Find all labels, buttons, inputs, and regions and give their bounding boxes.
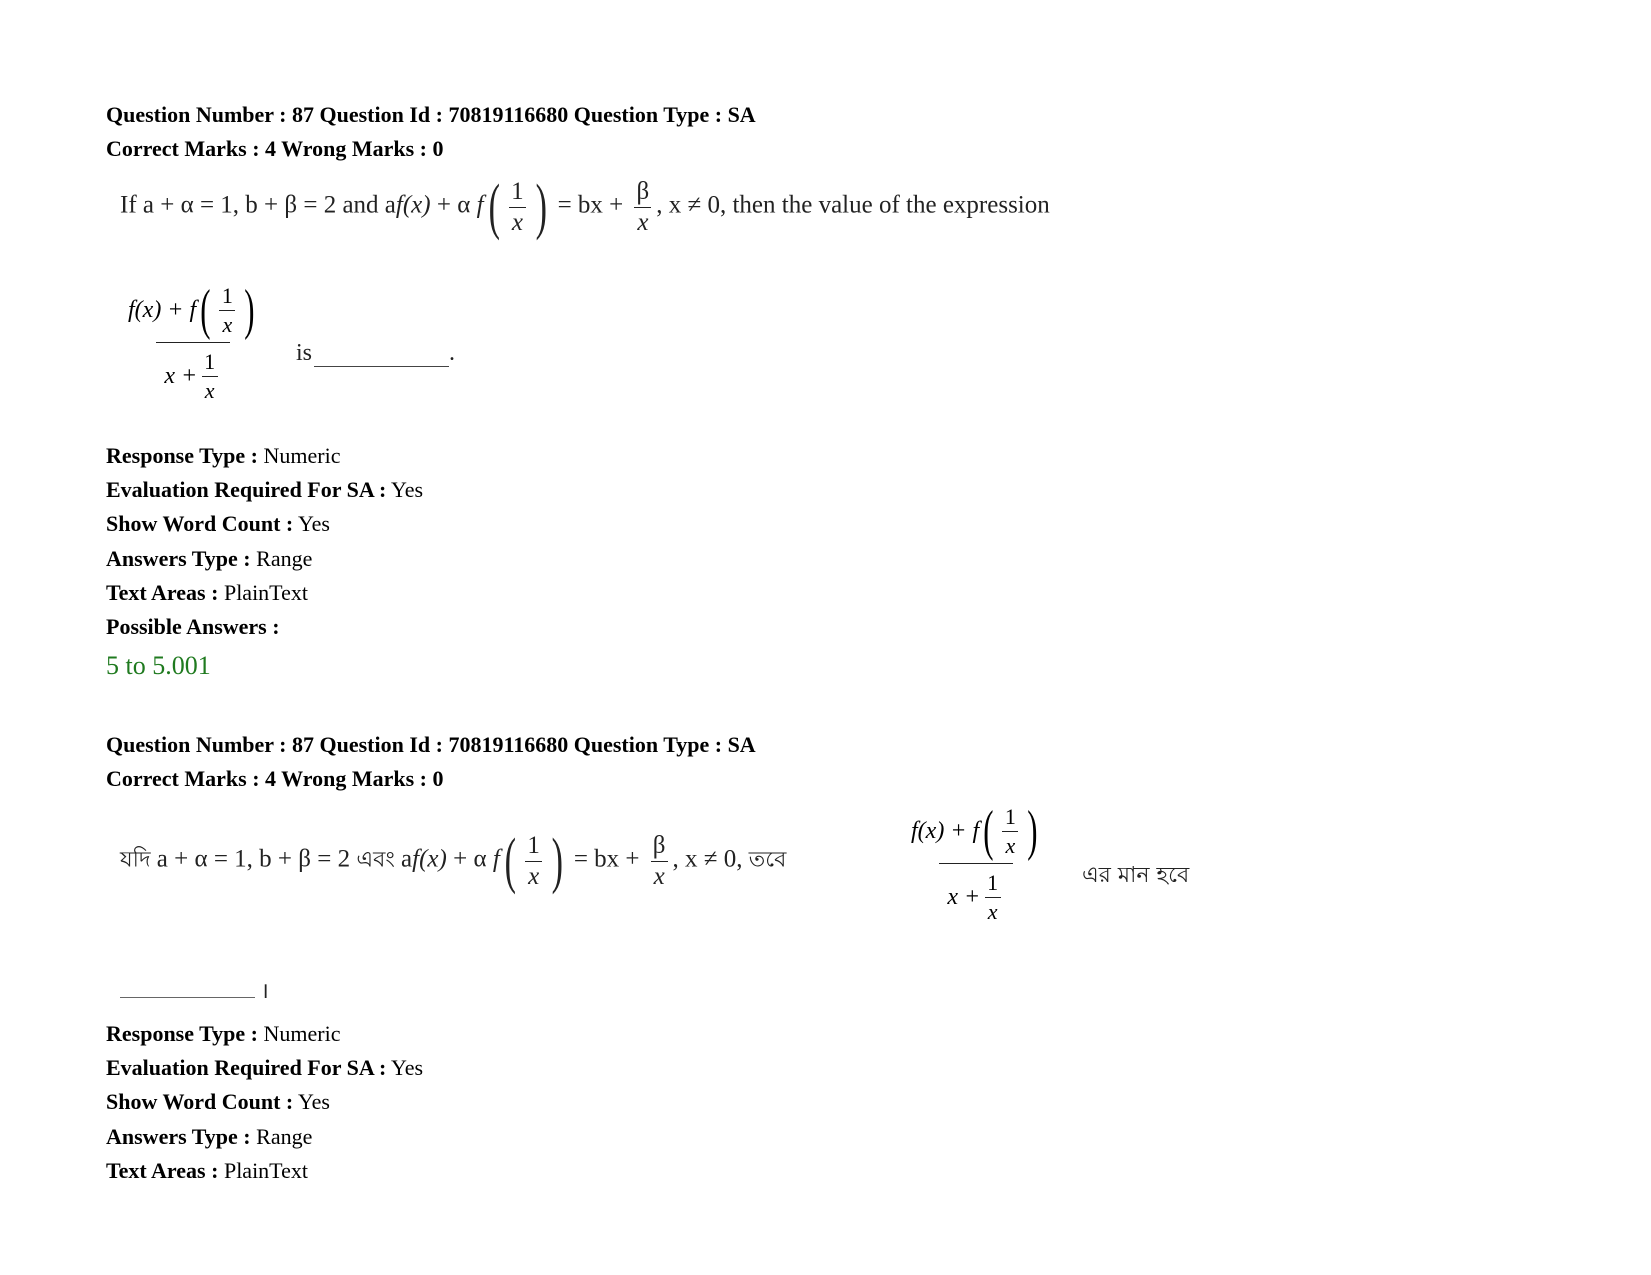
q1-answer-blank <box>314 346 449 367</box>
q1-marks: Correct Marks : 4 Wrong Marks : 0 <box>106 136 444 161</box>
q2-eq-part1: a + α = 1, b + β = 2 <box>150 845 357 873</box>
q2-eq-one: 1 <box>527 831 540 859</box>
q2-meta-evaluation: Evaluation Required For SA : Yes <box>106 1055 424 1080</box>
q2-equation <box>120 827 787 895</box>
q2-expr-x: x <box>1002 831 1018 859</box>
q1-eq-equals: = bx + <box>557 191 630 219</box>
q1-eq-plus-alpha: + α <box>430 191 471 219</box>
q1-is-blank <box>296 340 455 367</box>
q1-period: . <box>449 340 456 366</box>
q1-eq-intro: If a + α = 1, b + β = 2 and a <box>120 191 396 219</box>
q2-expr-one: 1 <box>1004 803 1016 829</box>
q2-expr-den-one: 1 <box>987 870 999 895</box>
q2-eq-paren: ( $\frac{1}{x}$ ) <box>504 827 563 895</box>
q2-eq-tail: , x ≠ 0, <box>672 845 749 873</box>
q1-meta-text-areas: Text Areas : PlainText <box>106 580 308 605</box>
q2-er-man-hobe: এর মান হবে <box>1082 863 1190 888</box>
q2-expression-fraction: f(x) + f ( $\frac{1}{x}$ ) x + $\frac{1}{x}$ <box>911 800 1038 924</box>
q1-is: is <box>296 340 313 366</box>
q1-meta-response-type: Response Type : Numeric <box>106 443 341 468</box>
q2-expr-den-x: x <box>985 897 1001 925</box>
q1-expr-one: 1 <box>221 282 233 308</box>
q2-eq-tobe: তবে <box>748 847 787 873</box>
q2-danda: । <box>260 979 269 1004</box>
q1-expr-den: x + <box>164 363 198 389</box>
q2-meta-word-count: Show Word Count : Yes <box>106 1089 330 1114</box>
q1-eq-beta: β <box>636 177 650 205</box>
q2-marks: Correct Marks : 4 Wrong Marks : 0 <box>106 766 444 791</box>
q1-header: Question Number : 87 Question Id : 70819116680 Question Type : SA <box>106 102 756 127</box>
q2-answer-blank <box>120 983 255 998</box>
q1-expression-fraction: f(x) + f ( $\frac{1}{x}$ ) x + $\frac{1}{x}$ <box>128 279 255 403</box>
q1-meta-answers-type: Answers Type : Range <box>106 546 313 571</box>
q2-meta-response-type: Response Type : Numeric <box>106 1021 341 1046</box>
q2-meta-answers-type: Answers Type : Range <box>106 1124 313 1149</box>
q1-expr-den-one: 1 <box>204 349 216 374</box>
q2-eq-x2: x <box>651 861 668 891</box>
q2-header: Question Number : 87 Question Id : 70819116680 Question Type : SA <box>106 732 756 757</box>
q1-meta-possible-answers: Possible Answers : <box>106 614 280 639</box>
q2-eq-beta: β <box>652 831 666 859</box>
q2-expr-den: x + <box>947 884 981 910</box>
q1-meta-word-count: Show Word Count : Yes <box>106 511 330 536</box>
q2-eq-ebong: এবং <box>356 847 395 873</box>
q1-eq-f: f <box>476 191 484 219</box>
q1-eq-x2: x <box>634 207 651 237</box>
q1-possible-answer: 5 to 5.001 <box>106 651 211 680</box>
q1-eq-one: 1 <box>511 177 524 205</box>
q2-eq-fx: f(x) <box>412 845 447 873</box>
q2-eq-af: a <box>394 845 413 873</box>
q1-eq-x: x <box>509 207 526 237</box>
q1-expr-num: f(x) + f <box>128 296 197 323</box>
q1-expr-den-x: x <box>202 376 218 404</box>
q1-meta-evaluation: Evaluation Required For SA : Yes <box>106 477 424 502</box>
q2-eq-plus-alpha: + α <box>446 845 487 873</box>
q2-expr-num: f(x) + f <box>911 817 980 844</box>
q1-equation <box>120 173 1050 241</box>
q1-expr-x: x <box>219 310 235 338</box>
q1-eq-fx: f(x) <box>395 191 431 219</box>
q1-eq-tail: , x ≠ 0, then the value of the expression <box>656 191 1050 219</box>
q2-eq-jodi: যদি <box>120 847 151 873</box>
q1-eq-paren: ( $\frac{1}{x}$ ) <box>488 173 547 241</box>
q2-blank-line <box>120 975 269 1005</box>
q2-eq-f: f <box>492 845 500 873</box>
q2-meta-text-areas: Text Areas : PlainText <box>106 1158 308 1183</box>
q2-eq-x: x <box>525 861 542 891</box>
q2-eq-equals: = bx + <box>573 845 646 873</box>
